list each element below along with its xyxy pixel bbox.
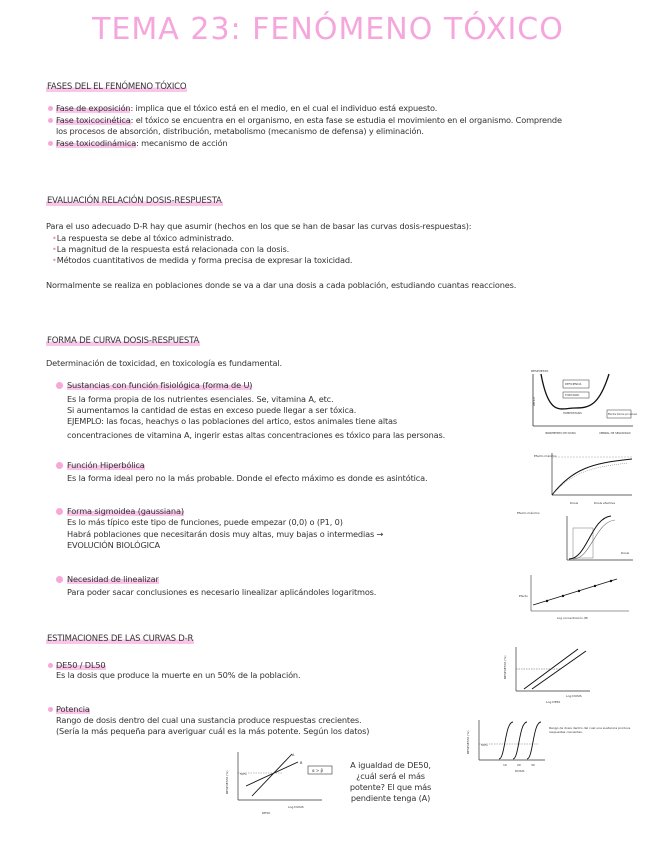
- lin-point: [610, 580, 612, 582]
- slope-line-a: [252, 754, 292, 796]
- lin-line: [533, 579, 617, 605]
- section-heading-fases: FASES DEL EL FENÓMENO TÓXICO: [47, 82, 187, 92]
- fase-item-2-cont: los procesos de absorción, distribución, metabolismo (mecanismo de defensa) y eliminación.: [56, 126, 424, 136]
- forma-b2-line: Es la forma ideal pero no la más probable. Donde el efecto máximo es donde es asintótica.: [67, 473, 428, 483]
- bullet-icon: [56, 508, 63, 515]
- lin-point: [546, 600, 548, 602]
- forma-b3-line: Es lo más típico este tipo de funciones, puede empezar (0,0) o (P1, 0): [67, 517, 343, 527]
- pot-ylabel: RESPUESTA (%): [466, 730, 470, 754]
- hyper-xlabel-b: Dosis efectiva: [594, 501, 616, 505]
- sigmoid-figure: [515, 510, 637, 570]
- fase-item-1: Fase de exposición: implica que el tóxico está en el medio, en el cual el individuo está expuesto.: [48, 104, 437, 114]
- pot-tick: 30: [531, 763, 535, 767]
- fase-item-3: Fase toxicodinámica: mecanismo de acción: [48, 139, 227, 149]
- question-line: ¿cuál será el más: [356, 771, 425, 781]
- question-line: A igualdad de DE50,: [350, 760, 431, 770]
- evaluacion-item-1: •La respuesta se debe al tóxico administrado.: [52, 233, 234, 243]
- forma-b3-line: Habrá poblaciones que necesitarán dosis muy altas, muy bajas o intermedias →: [67, 529, 384, 539]
- u-label: TOXICIDAD: [565, 394, 580, 397]
- forma-b1-line: EJEMPLO: las focas, heachys o las poblaciones del artico, estos animales tiene altas: [67, 416, 398, 426]
- page-title: TEMA 23: FENÓMENO TÓXICO: [92, 12, 564, 47]
- forma-intro: Determinación de toxicidad, en toxicología es fundamental.: [46, 358, 282, 368]
- forma-b1-line: Es la forma propia de los nutrientes esenciales. Se, vitamina A, etc.: [67, 394, 334, 404]
- u-curve-figure: [523, 366, 638, 444]
- hyper-curve: [552, 459, 632, 495]
- pot-xlabel: DOSIS: [515, 769, 525, 773]
- u-label: HOMEOSTASIS: [563, 412, 582, 415]
- u-ylabel: RESPUESTA: [531, 369, 549, 373]
- lin-point: [578, 590, 580, 592]
- evaluacion-item-3: •Métodos cuantitativos de medida y forma precisa de expresar la toxicidad.: [52, 255, 353, 265]
- lin-point: [594, 585, 596, 587]
- de50-xlabel: Log DOSIS: [566, 694, 582, 698]
- hyper-curve-b: [554, 463, 628, 493]
- forma-b1-title: Sustancias con función fisiológica (forma de U): [56, 381, 252, 391]
- bullet-icon: [56, 576, 63, 583]
- estim-b1-line: Es la dosis que produce la muerte en un 50% de la población.: [56, 670, 301, 680]
- u-xlabel: INCREMENTO DE DOSIS: [545, 432, 576, 435]
- sig-ylabel: Efecto máximo: [517, 511, 540, 515]
- bullet-icon: [48, 106, 53, 111]
- forma-b1-line: Si aumentamos la cantidad de estas en exceso puede llegar a ser tóxica.: [67, 405, 357, 415]
- slope-xlabel: Log DOSIS: [288, 805, 304, 809]
- sig-xlabel: Dosis: [621, 551, 630, 555]
- pot-tick: 10: [503, 763, 507, 767]
- lin-ylabel: Efecto: [519, 594, 528, 598]
- u-label: DEFICIT: [533, 396, 536, 406]
- linear-figure: [517, 571, 637, 623]
- de50-figure: [502, 643, 594, 705]
- bullet-icon: [48, 141, 53, 146]
- slope-a: A: [292, 753, 295, 757]
- de50-xnote: Log DE50: [546, 700, 561, 704]
- pot-note: Rango de dosis dentro del cual una sustancia produce respuestas crecientes.: [549, 726, 631, 734]
- sig-box: [573, 528, 593, 558]
- bullet-icon: [56, 462, 63, 469]
- pot-tick: 20: [517, 763, 521, 767]
- forma-b3-line: EVOLUCIÓN BIOLÓGICA: [67, 540, 160, 550]
- slope-figure: [222, 748, 342, 816]
- u-label: DEFICIENCIA: [565, 383, 582, 386]
- hyperbolic-figure: [532, 449, 637, 509]
- slope-pct: 50%: [240, 772, 247, 776]
- estim-b1-title: DE50 / DL50: [48, 661, 106, 671]
- fase-item-2: Fase toxicocinética: el tóxico se encuentra en el organismo, en esta fase se estudia el movimiento en el organismo. Comprende: [48, 116, 562, 126]
- slope-xnote: DE50: [262, 811, 271, 815]
- lin-point: [562, 595, 564, 597]
- section-heading-evaluacion: EVALUACIÓN RELACIÓN DOSIS-RESPUESTA: [47, 196, 222, 206]
- evaluacion-item-2: •La magnitud de la respuesta está relacionada con la dosis.: [52, 244, 290, 254]
- forma-b1-line: concentraciones de vitamina A, ingerir estas altas concentraciones es tóxico para las personas.: [67, 430, 446, 440]
- pot-note-wrap: [549, 726, 643, 746]
- de50-line-b: [532, 651, 586, 689]
- bullet-icon: [48, 707, 53, 712]
- bullet-icon: [48, 118, 53, 123]
- u-threshold: UMBRAL DE SEGURIDAD: [599, 432, 631, 435]
- bullet-icon: [56, 382, 63, 389]
- estim-b2-title: Potencia: [48, 705, 90, 715]
- slope-ylabel: RESPUESTA (%): [225, 770, 229, 794]
- evaluacion-note: Normalmente se realiza en poblaciones donde se va a dar una dosis a cada población, estudiando cuantas reacciones.: [46, 280, 517, 290]
- sig-curve: [569, 516, 611, 559]
- u-label: Efectos tóxicos por exceso: [608, 413, 638, 416]
- section-heading-forma: FORMA DE CURVA DOSIS-RESPUESTA: [47, 336, 200, 346]
- pot-curve-1: [499, 722, 513, 759]
- de50-ylabel: RESPUESTA (%): [503, 655, 507, 679]
- estim-b2-line: Rango de dosis dentro del cual una sustancia produce respuestas crecientes.: [56, 715, 362, 725]
- potency-figure: [465, 716, 645, 774]
- forma-b4-line: Para poder sacar conclusiones es necesario linealizar aplicándoles logaritmos.: [67, 587, 377, 597]
- forma-b4-title: Necesidad de linealizar: [56, 575, 159, 585]
- forma-b3-title: Forma sigmoidea (gaussiana): [56, 507, 184, 517]
- question-line: potente? El que más: [349, 782, 432, 792]
- pot-curve-3: [527, 722, 541, 759]
- question-line: pendiente tenga (A): [350, 793, 431, 803]
- bullet-icon: [48, 663, 53, 668]
- pot-curve-2: [513, 722, 527, 759]
- hyper-xlabel-a: Dosis: [570, 501, 579, 505]
- section-heading-estimaciones: ESTIMACIONES DE LAS CURVAS D-R: [47, 634, 194, 644]
- lin-xlabel: Log concentración (M): [557, 616, 589, 620]
- estim-b2-line: (Sería la más pequeña para averiguar cuál es la más potente. Según los datos): [56, 726, 370, 736]
- slope-box-text: α > β: [312, 768, 324, 773]
- forma-b2-title: Función Hiperbólica: [56, 461, 145, 471]
- hyper-ylabel: Efecto máximo: [534, 454, 557, 458]
- slope-b: B: [300, 761, 303, 765]
- pot-pct: 50%: [481, 743, 488, 747]
- evaluacion-intro: Para el uso adecuado D-R hay que asumir (hechos en los que se han de basar las curvas dosis-respuestas):: [46, 221, 472, 231]
- u-curve: [541, 374, 609, 409]
- slope-line-b: [246, 762, 298, 786]
